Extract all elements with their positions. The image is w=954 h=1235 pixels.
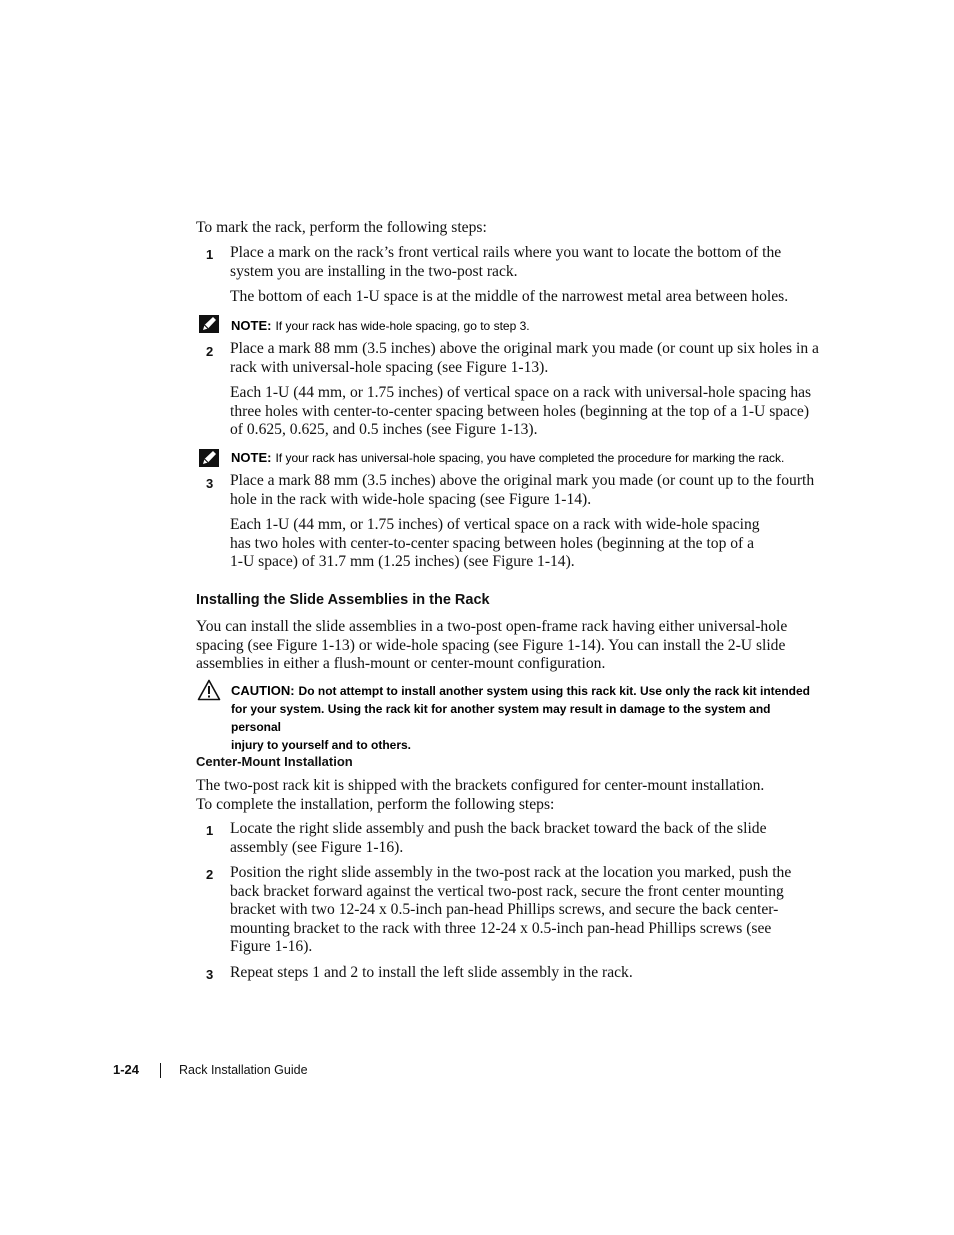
- note-block: [231, 449, 784, 467]
- step-number: 3: [206, 476, 214, 491]
- caution-label: CAUTION:: [231, 683, 295, 698]
- step-text: Place a mark 88 mm (3.5 inches) above the original mark you made (or count up six holes in a rack with universal-hole spacing (see Figure 1-13).: [230, 340, 819, 376]
- subsection-heading: Center-Mount Installation: [196, 754, 353, 769]
- step-text: Repeat steps 1 and 2 to install the left slide assembly in the rack.: [230, 964, 633, 981]
- note-text: If your rack has wide-hole spacing, go to step 3.: [275, 319, 530, 333]
- step-text: Locate the right slide assembly and push the back bracket toward the back of the slide assembly (see Figure 1-16).: [230, 820, 767, 856]
- footer-divider: [160, 1063, 161, 1078]
- step-subtext: The bottom of each 1-U space is at the middle of the narrowest metal area between holes.: [230, 288, 789, 305]
- note-label: NOTE:: [231, 450, 272, 465]
- step-text: Position the right slide assembly in the two-post rack at the location you marked, push the back bracket forward against the vertical two-post rack, secure the front center mounting bracket with two 12-24 x 0.5-inch pan-head Phillips screws, and secure the back center-mounting bracket to the rack with three 12-24 x 0.5-inch pan-head Phillips screws (see Figure 1-16).: [230, 864, 792, 956]
- footer-title: Rack Installation Guide: [179, 1063, 308, 1077]
- section-heading: Installing the Slide Assemblies in the Rack: [196, 592, 490, 608]
- caution-text: for your system. Using the rack kit for another system may result in damage to the system and personal: [231, 702, 771, 734]
- note-pencil-icon: [198, 314, 220, 334]
- note-text: If your rack has universal-hole spacing, you have completed the procedure for marking the rack.: [275, 451, 785, 465]
- step-number: 2: [206, 344, 214, 359]
- section-body: You can install the slide assemblies in a two-post open-frame rack having either universal-hole spacing (see Figure 1-13) or wide-hole spacing (see Figure 1-14). You can install the 2-U slide assemblies in either a flush-mount or center-mount configuration.: [196, 618, 788, 673]
- step-number: 2: [206, 867, 214, 882]
- note-block: [231, 317, 530, 335]
- page-number: 1-24: [113, 1062, 140, 1077]
- caution-text: injury to yourself and to others.: [231, 738, 412, 752]
- caution-triangle-icon: [197, 679, 221, 701]
- center-intro-line: The two-post rack kit is shipped with the brackets configured for center-mount installation.: [196, 777, 765, 794]
- step-text: Place a mark 88 mm (3.5 inches) above the original mark you made (or count up to the fourth hole in the rack with wide-hole spacing (see Figure 1-14).: [230, 472, 815, 508]
- step-number: 1: [206, 247, 214, 262]
- step-subtext: Each 1-U (44 mm, or 1.75 inches) of vertical space on a rack with universal-hole spacing has three holes with center-to-center spacing between holes (beginning at the top of a 1-U space) of 0.625, 0.625, and 0.5 inches (see Figure 1-13).: [230, 384, 812, 439]
- intro-text: To mark the rack, perform the following steps:: [196, 219, 487, 236]
- caution-block: [231, 682, 821, 754]
- step-number: 3: [206, 967, 214, 982]
- step-subtext: Each 1-U (44 mm, or 1.75 inches) of vertical space on a rack with wide-hole spacing has two holes with center-to-center spacing between holes (beginning at the top of a 1-U space) of 31.7 mm (1.25 inches) (see Figure 1-14).: [230, 516, 760, 571]
- note-pencil-icon: [198, 448, 220, 468]
- note-label: NOTE:: [231, 318, 272, 333]
- step-number: 1: [206, 823, 214, 838]
- center-intro-line: To complete the installation, perform the following steps:: [196, 796, 555, 813]
- caution-text: Do not attempt to install another system using this rack kit. Use only the rack kit intended: [298, 684, 810, 698]
- step-text: Place a mark on the rack’s front vertical rails where you want to locate the bottom of the system you are installing in the two-post rack.: [230, 244, 782, 280]
